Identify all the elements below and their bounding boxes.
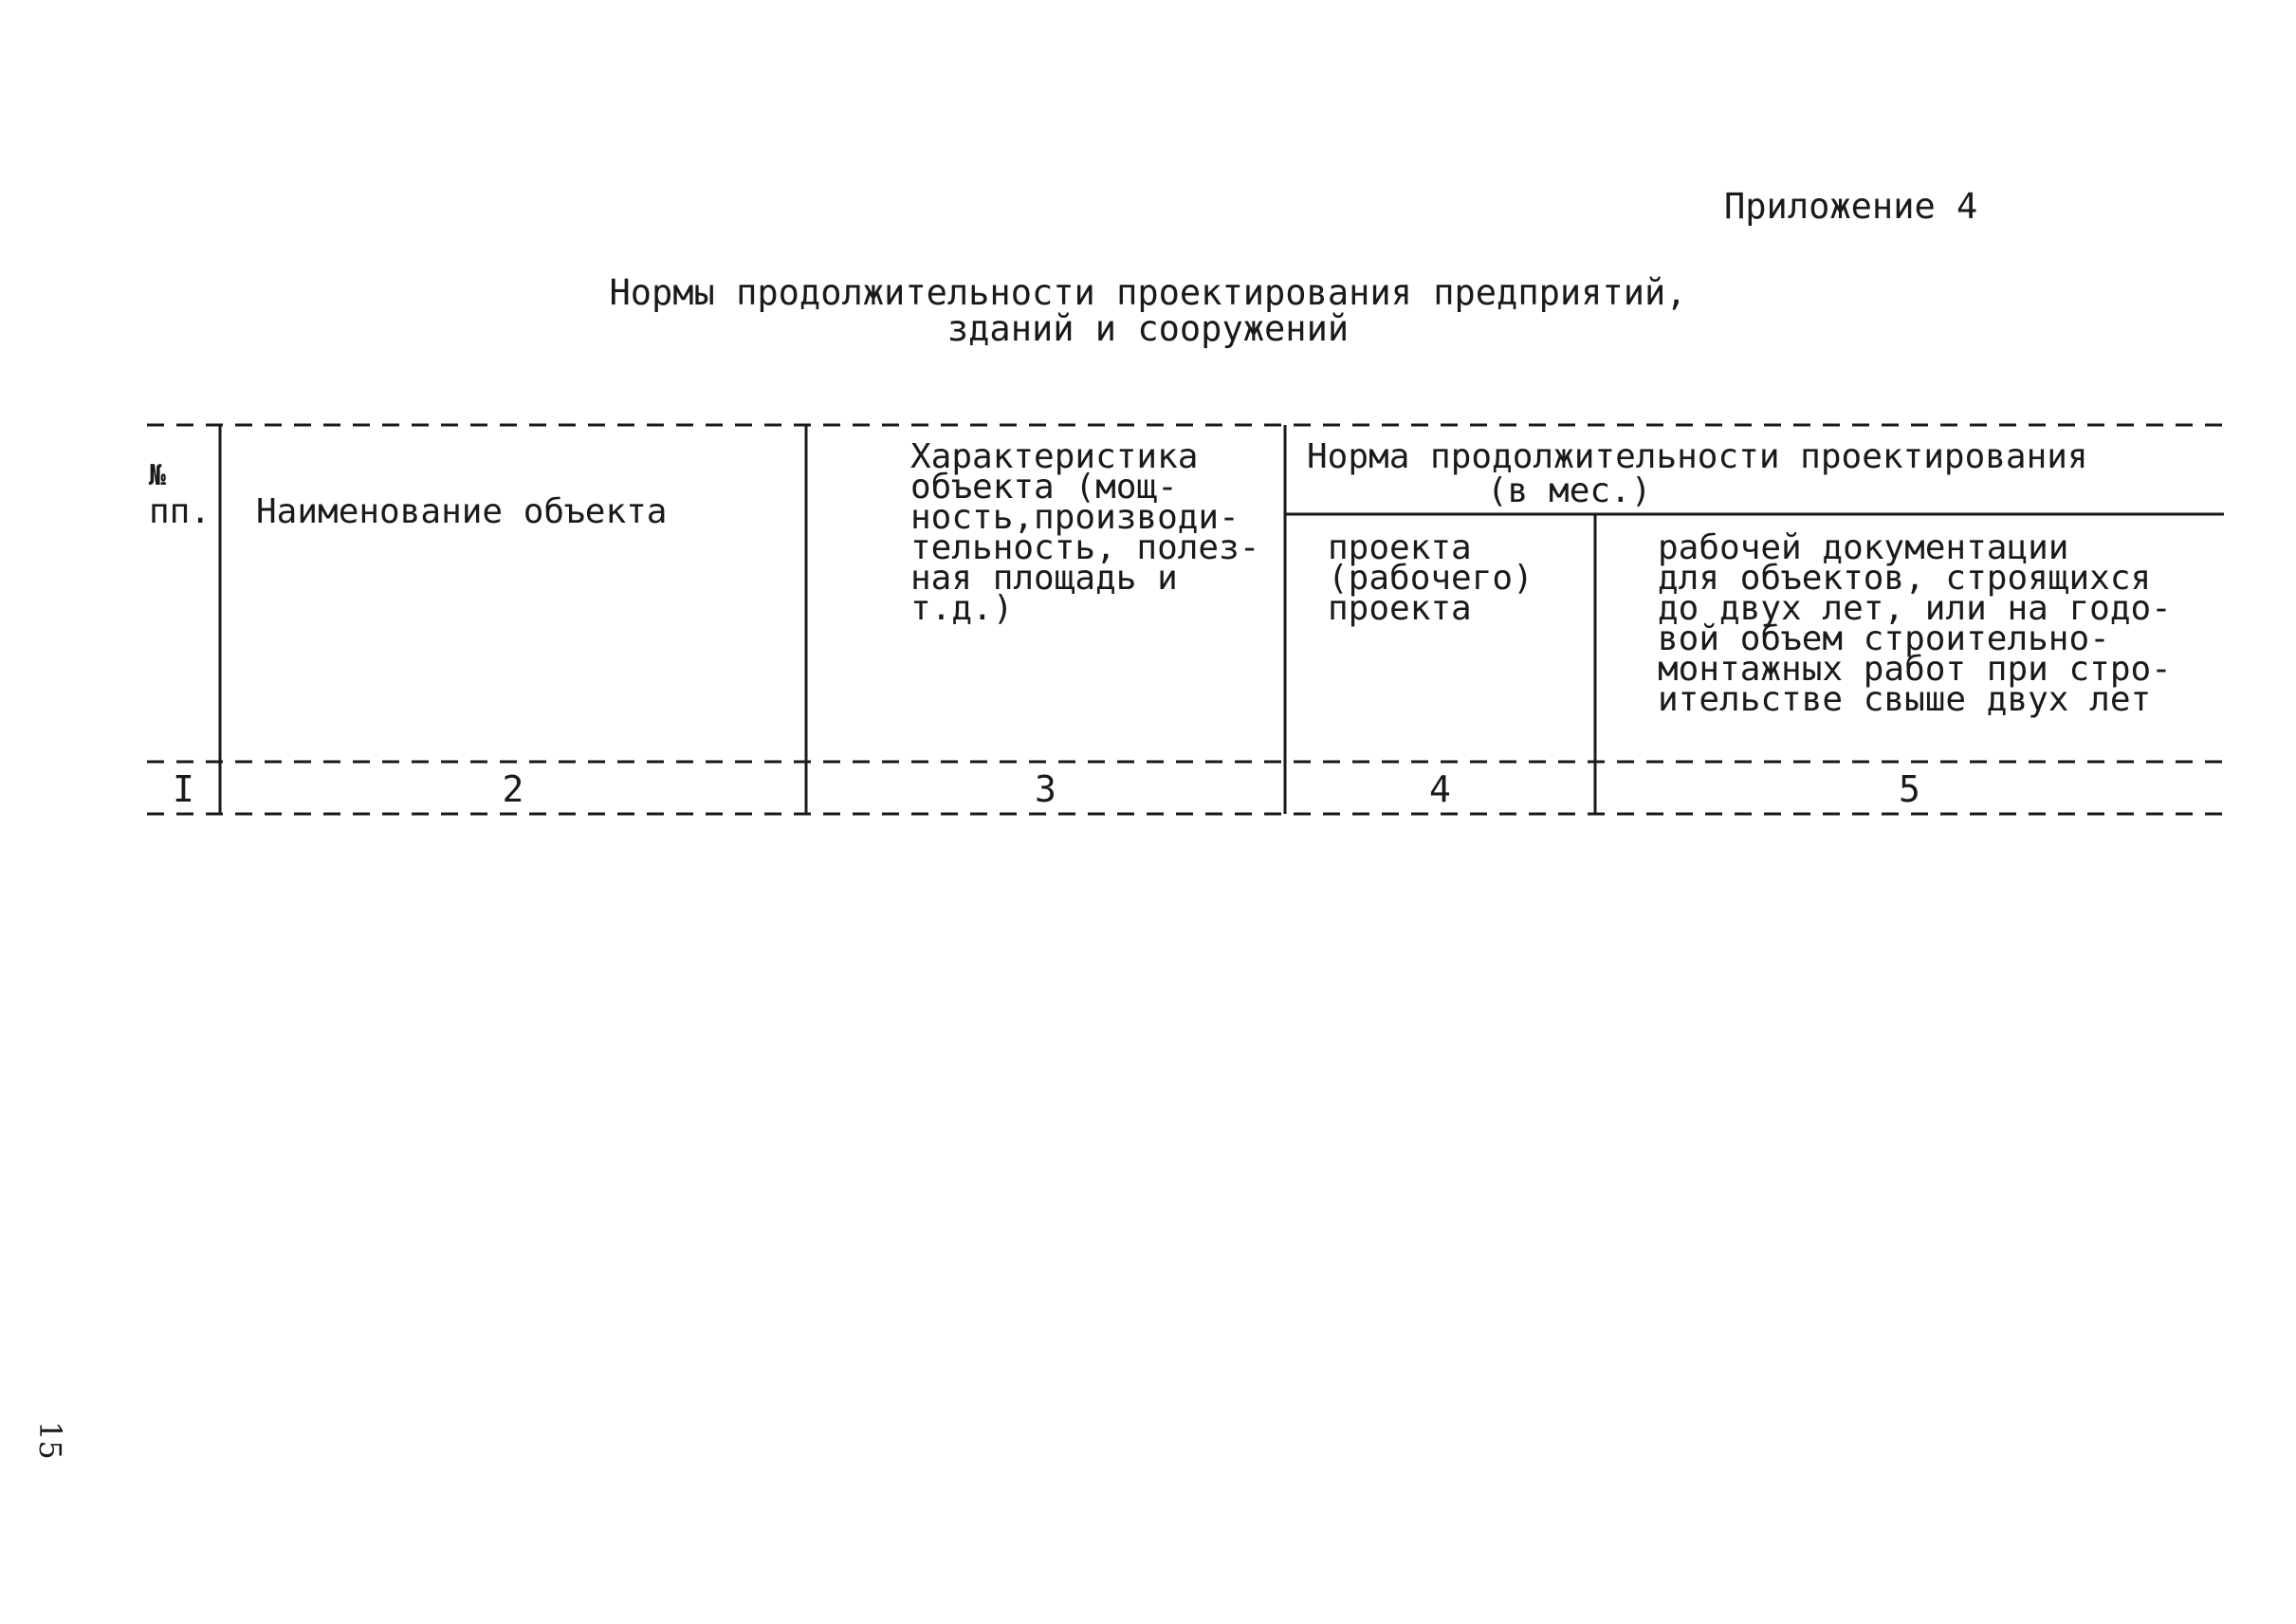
- title-line-1: Нормы продолжительности проектирования предприятий,: [609, 272, 1687, 313]
- title-line-2: зданий и сооружений: [946, 308, 1350, 349]
- working-docs-line: рабочей документации: [1658, 528, 2069, 567]
- header-working-docs: [1658, 528, 2172, 719]
- column-number-5: 5: [1899, 768, 1920, 810]
- project-line: (рабочего): [1328, 559, 1534, 598]
- characteristic-line: тельность, полез-: [910, 528, 1260, 567]
- working-docs-line: для объектов, строящихся: [1658, 559, 2152, 598]
- header-num: [149, 459, 211, 531]
- header-characteristic: [910, 437, 1260, 628]
- characteristic-line: т.д.): [910, 589, 1014, 628]
- working-docs-line: вой объем строительно-: [1658, 619, 2110, 658]
- appendix-label: Приложение 4: [1724, 186, 1978, 227]
- header-object-name: Наименование объекта: [256, 492, 668, 531]
- working-docs-line: монтажных работ при стро-: [1658, 650, 2172, 689]
- norm-line-1: Норма продолжительности проектирования: [1307, 437, 2088, 476]
- header-num-sign: №: [149, 459, 167, 492]
- header-num-pp: пп.: [149, 492, 211, 531]
- header-norm-unit: (в мес.): [1487, 471, 1652, 510]
- header-project: [1328, 528, 1534, 628]
- characteristic-line: объекта (мощ-: [910, 468, 1178, 507]
- characteristic-line: ная площадь и: [910, 559, 1178, 598]
- column-number-2: 2: [502, 768, 524, 810]
- column-number-1: I: [173, 768, 194, 810]
- working-docs-line: ительстве свыше двух лет: [1658, 680, 2152, 719]
- page-number: 15: [32, 1421, 68, 1460]
- characteristic-line: Характеристика: [910, 437, 1199, 476]
- project-line: проекта: [1328, 528, 1472, 567]
- header-norm: [1307, 437, 2088, 476]
- project-line: проекта: [1328, 589, 1472, 628]
- column-number-4: 4: [1429, 768, 1451, 810]
- column-number-3: 3: [1035, 768, 1056, 810]
- characteristic-line: ность,производи-: [910, 498, 1240, 537]
- working-docs-line: до двух лет, или на годо-: [1658, 589, 2172, 628]
- page-title: [0, 272, 2296, 349]
